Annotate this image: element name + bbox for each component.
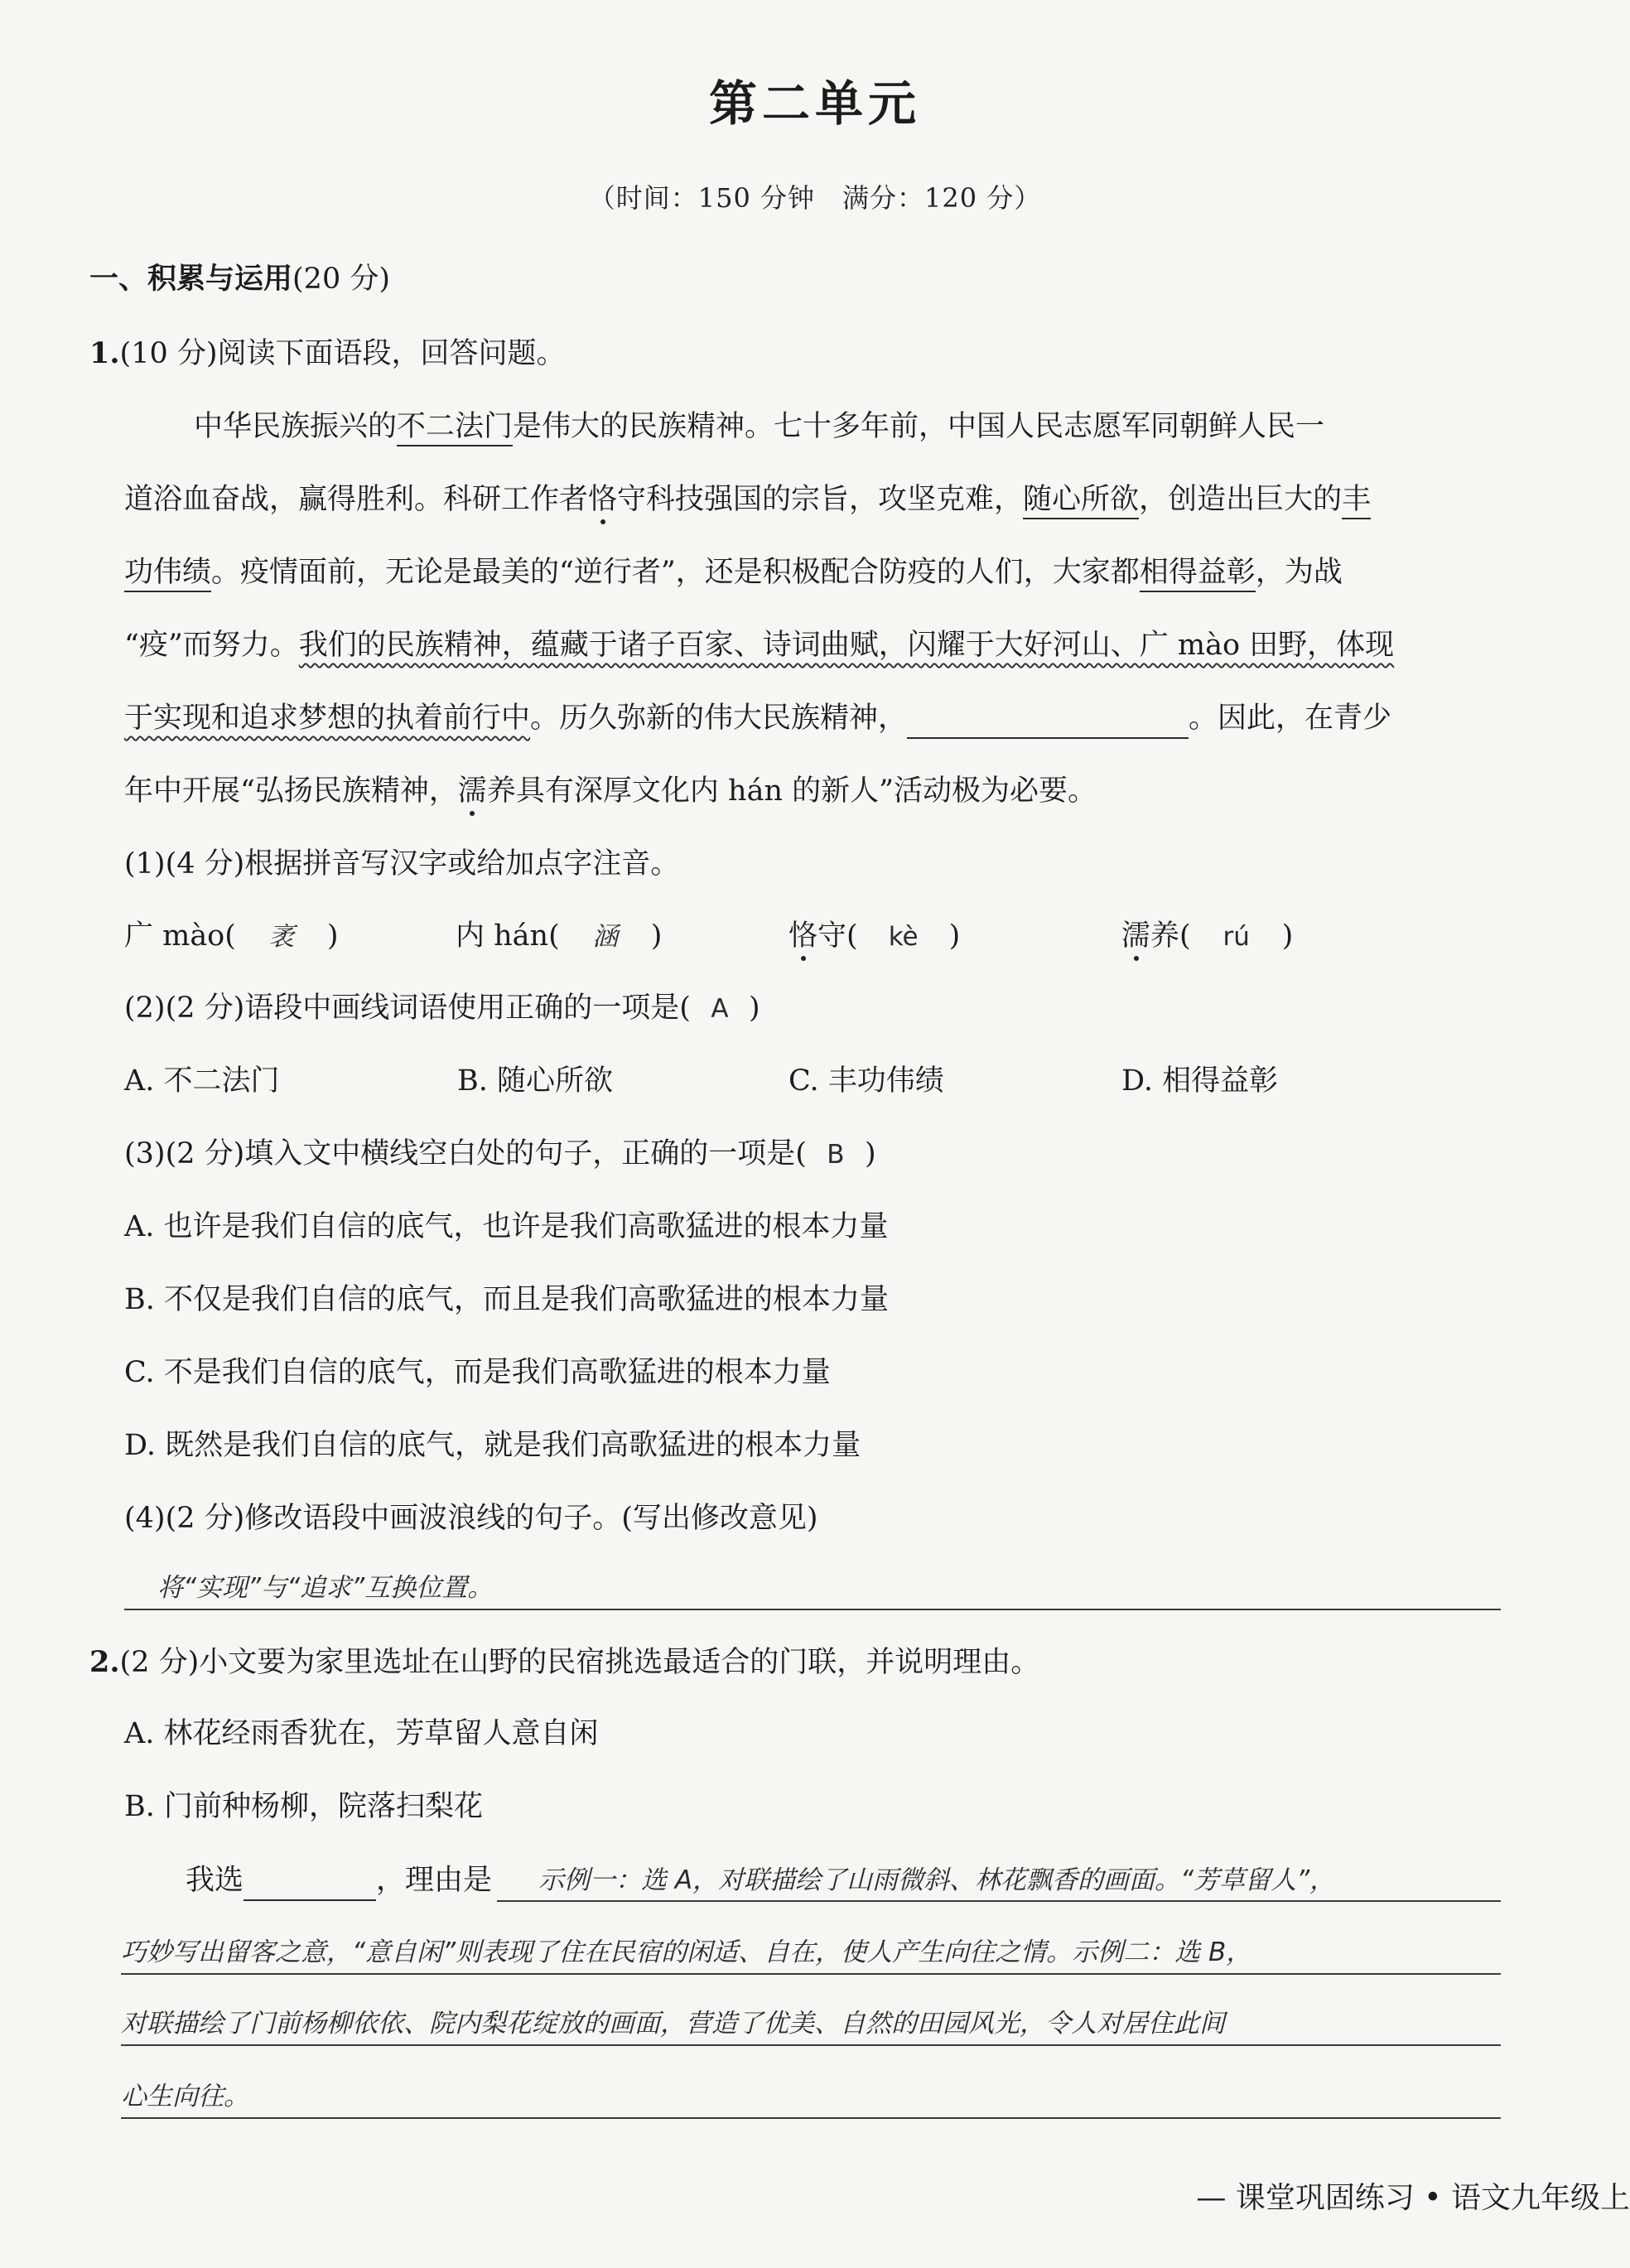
- item-label: 守(: [817, 919, 858, 953]
- passage-text: 。因此，在青少: [1189, 702, 1392, 735]
- handwritten-answer[interactable]: rú: [1222, 922, 1250, 952]
- question-2-prompt: [89, 1642, 1039, 1683]
- choice-label: 我选: [186, 1864, 244, 1897]
- pinyin-item-3: [788, 915, 960, 958]
- passage-text: 养具有深厚文化内 hán 的新人”活动极为必要。: [486, 774, 1097, 808]
- exam-info: （时间：150 分钟 满分：120 分）: [588, 182, 1042, 214]
- option-d: D. 既然是我们自信的底气，就是我们高歌猛进的根本力量: [124, 1429, 861, 1462]
- couplet-option-b: B. 门前种杨柳，院落扫梨花: [124, 1790, 483, 1823]
- option-d: D. 相得益彰: [1121, 1064, 1279, 1098]
- passage-text: 道浴血奋战，赢得胜利。科研工作者: [124, 483, 589, 516]
- handwritten-answer-line-2[interactable]: 巧妙写出留客之意，“意自闲”则表现了住在民宿的闲适、自在，使人产生向往之情。示例二：选 B，: [121, 1937, 1252, 1967]
- passage-line-6: [124, 770, 1097, 812]
- fill-blank[interactable]: [907, 706, 1189, 739]
- section-title: 一、积累与运用: [89, 262, 293, 296]
- passage-text: 。历久弥新的伟大民族精神，: [530, 702, 908, 735]
- passage-text: ，为战: [1255, 556, 1343, 589]
- section-heading: [89, 258, 390, 300]
- option-b: B. 不仅是我们自信的底气，而且是我们高歌猛进的根本力量: [124, 1283, 889, 1316]
- pinyin-item-1: [124, 915, 339, 958]
- passage-line-2: [124, 479, 1371, 520]
- pinyin-item-2: [456, 915, 662, 958]
- passage-line-4: [124, 625, 1394, 666]
- option-a: A. 不二法门: [124, 1064, 280, 1098]
- option-b: B. 随心所欲: [457, 1064, 613, 1098]
- question-text: (10 分)阅读下面语段，回答问题。: [119, 337, 566, 370]
- page-footer: — 课堂巩固练习 • 语文九年级上: [1196, 2181, 1630, 2215]
- pinyin-item-4: [1121, 915, 1293, 958]
- sub-question-text: (2)(2 分)语段中画线词语使用正确的一项是(: [124, 992, 691, 1025]
- passage-text: 是伟大的民族精神。七十多年前，中国人民志愿军同朝鲜人民一: [513, 410, 1325, 443]
- passage-line-1: [194, 406, 1324, 447]
- passage-line-5: [124, 697, 1391, 739]
- answer-line: [121, 2044, 1501, 2046]
- reason-label: ，理由是: [376, 1864, 493, 1897]
- wavy-sentence: 我们的民族精神，蕴藏于诸子百家、诗词曲赋，闪耀于大好河山、广 mào 田野，体现: [298, 629, 1395, 662]
- handwritten-answer[interactable]: 袤: [268, 922, 295, 952]
- option-c: C. 不是我们自信的底气，而是我们高歌猛进的根本力量: [124, 1356, 831, 1389]
- answer-line: [121, 1973, 1501, 1975]
- item-close: ): [864, 1137, 876, 1170]
- underlined-term: 丰: [1342, 483, 1371, 519]
- question-number: 1.: [89, 336, 120, 370]
- passage-text: “疫”而努力。: [124, 629, 299, 662]
- wavy-sentence: 于实现和追求梦想的执着前行中: [124, 702, 531, 735]
- sub-question-1: (1)(4 分)根据拼音写汉字或给加点字注音。: [124, 847, 680, 881]
- page-title: 第二单元: [708, 75, 921, 132]
- couplet-option-a: A. 林花经雨香犹在，芳草留人意自闲: [124, 1717, 599, 1750]
- item-label: 内 hán(: [456, 919, 560, 953]
- section-score: (20 分): [292, 263, 390, 296]
- handwritten-answer[interactable]: B: [827, 1140, 845, 1170]
- dotted-char: 濡: [1121, 919, 1151, 953]
- passage-text: 。疫情面前，无论是最美的“逆行者”，还是积极配合防疫的人们，大家都: [211, 556, 1140, 589]
- item-close: ): [748, 992, 760, 1025]
- item-close: ): [948, 919, 961, 953]
- dotted-char: 恪: [788, 919, 818, 953]
- handwritten-answer[interactable]: 将“实现”与“追求”互换位置。: [157, 1573, 494, 1603]
- handwritten-answer-line-1[interactable]: 示例一：选 A，对联描绘了山雨微斜、林花飘香的画面。“芳草留人”，: [538, 1865, 1336, 1895]
- handwritten-answer-line-3[interactable]: 对联描绘了门前杨柳依依、院内梨花绽放的画面，营造了优美、自然的田园风光，令人对居住此间: [121, 2009, 1225, 2039]
- sub-question-text: (3)(2 分)填入文中横线空白处的句子，正确的一项是(: [124, 1137, 807, 1170]
- handwritten-answer[interactable]: kè: [888, 922, 919, 952]
- choice-blank[interactable]: [244, 1868, 376, 1901]
- item-label: 养(: [1150, 919, 1191, 953]
- passage-text: 年中开展“弘扬民族精神，: [124, 774, 458, 808]
- item-close: ): [326, 919, 339, 953]
- handwritten-answer-line-4[interactable]: 心生向往。: [121, 2082, 249, 2111]
- question-text: (2 分)小文要为家里选址在山野的民宿挑选最适合的门联，并说明理由。: [119, 1646, 1040, 1679]
- question-number: 2.: [89, 1645, 120, 1679]
- handwritten-answer[interactable]: A: [711, 994, 729, 1024]
- passage-line-3: [124, 552, 1343, 593]
- question-1-prompt: [89, 333, 566, 374]
- answer-line: [497, 1900, 1501, 1902]
- passage-text: ，创造出巨大的: [1139, 483, 1343, 516]
- sub-question-3: [124, 1133, 876, 1175]
- item-close: ): [650, 919, 663, 953]
- item-label: 广 mào(: [124, 919, 236, 953]
- underlined-term: 不二法门: [397, 410, 513, 446]
- sub-question-2: [124, 987, 760, 1030]
- passage-text: 中华民族振兴的: [194, 410, 398, 443]
- passage-text: 守科技强国的宗旨，攻坚克难，: [617, 483, 1024, 516]
- choice-and-reason: [186, 1860, 492, 1901]
- underlined-term: 随心所欲: [1023, 483, 1139, 519]
- underlined-term: 功伟绩: [124, 556, 211, 592]
- option-c: C. 丰功伟绩: [788, 1064, 944, 1098]
- sub-question-4: (4)(2 分)修改语段中画波浪线的句子。(写出修改意见): [124, 1502, 818, 1535]
- option-a: A. 也许是我们自信的底气，也许是我们高歌猛进的根本力量: [124, 1210, 889, 1243]
- handwritten-answer[interactable]: 涵: [592, 922, 619, 952]
- dotted-char: 濡: [457, 774, 487, 808]
- answer-line: [124, 1609, 1501, 1610]
- underlined-term: 相得益彰: [1140, 556, 1256, 592]
- item-close: ): [1281, 919, 1294, 953]
- answer-line: [121, 2117, 1501, 2119]
- dotted-char: 恪: [588, 483, 618, 516]
